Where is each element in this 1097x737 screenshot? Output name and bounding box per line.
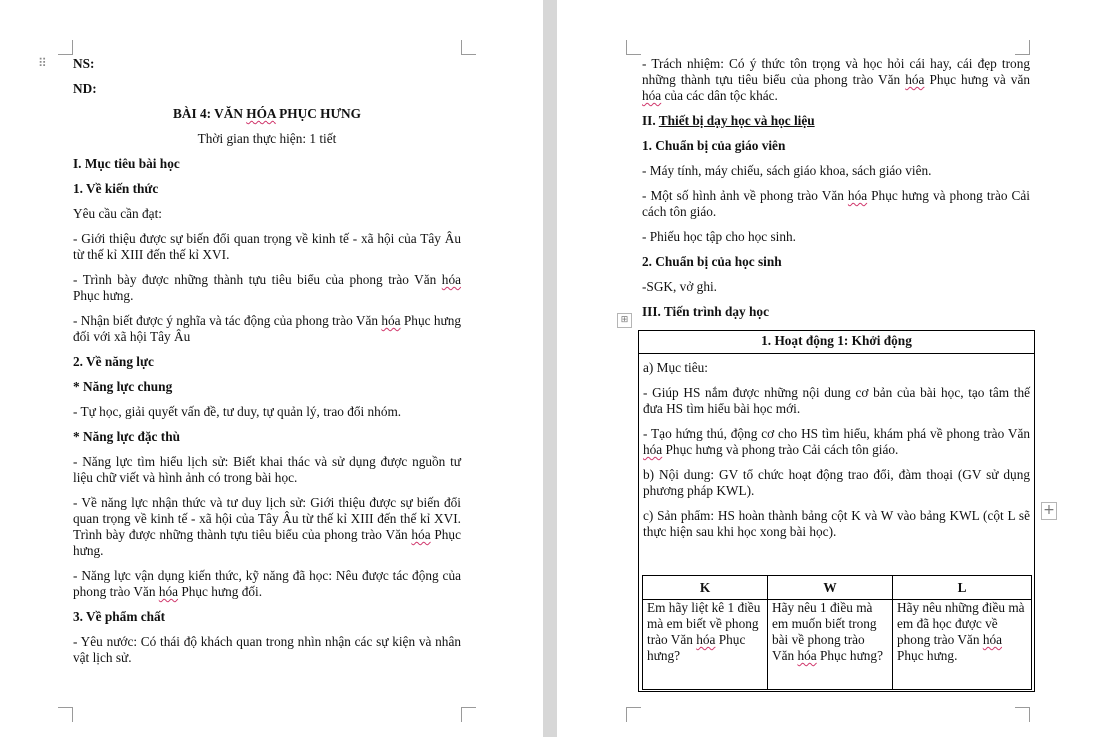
requirements-label[interactable]: Yêu cầu cần đạt: — [73, 206, 162, 221]
left-page-text — [73, 56, 461, 675]
activity-1-title[interactable]: 1. Hoạt động 1: Khởi động — [639, 331, 1034, 354]
section-objectives[interactable]: I. Mục tiêu bài học — [73, 156, 180, 171]
kwl-table — [642, 575, 1032, 690]
crop-mark-top-left — [58, 40, 73, 55]
ns-line[interactable]: NS: — [73, 56, 95, 71]
crop-mark-top-right — [1015, 40, 1030, 55]
kwl-header-w[interactable]: W — [768, 576, 893, 600]
heading-competence[interactable]: 2. Về năng lực — [73, 354, 154, 369]
crop-mark-top-left — [626, 40, 641, 55]
specific-competence-2[interactable]: - Về năng lực nhận thức và tư duy lịch sử: Giới thiệu được sự biến đổi quan trọng về kinh tế - xã hội của Tây Âu từ thế kỉ XIII đến thế kỉ XVI. Trình bày được những thành tựu tiêu biểu của phong trào Văn hóa Phục hưng. — [73, 495, 461, 558]
kwl-header-row — [643, 576, 1032, 600]
heading-general-competence[interactable]: * Năng lực chung — [73, 379, 173, 394]
kwl-cell-w[interactable]: Hãy nêu 1 điều mà em muốn biết trong bài về phong trào Văn hóa Phục hưng? — [768, 600, 893, 690]
heading-knowledge[interactable]: 1. Về kiến thức — [73, 181, 159, 196]
lesson-title[interactable]: BÀI 4: VĂN HÓA PHỤC HƯNG — [172, 106, 362, 121]
document-page-right — [557, 0, 1097, 737]
student-prep-1[interactable]: -SGK, vở ghi. — [642, 279, 717, 294]
teacher-prep-1[interactable]: - Máy tính, máy chiếu, sách giáo khoa, sách giáo viên. — [642, 163, 932, 178]
heading-student-prep[interactable]: 2. Chuẩn bị của học sinh — [642, 254, 782, 269]
crop-mark-top-right — [461, 40, 476, 55]
kwl-cell-k[interactable]: Em hãy liệt kê 1 điều mà em biết về phong trào Văn hóa Phục hưng? — [643, 600, 768, 690]
content-text[interactable]: b) Nội dung: GV tổ chức hoạt động trao đổi, đàm thoại (GV sử dụng phương pháp KWL). — [643, 467, 1030, 498]
general-competence-text[interactable]: - Tự học, giải quyết vấn đề, tư duy, tự quản lý, trao đổi nhóm. — [73, 404, 402, 419]
knowledge-item-1[interactable]: - Giới thiệu được sự biến đổi quan trọng về kinh tế - xã hội của Tây Âu từ thế kỉ XIII đến thế kỉ XVI. — [73, 231, 461, 262]
objective-2[interactable]: - Tạo hứng thú, động cơ cho HS tìm hiểu, khám phá về phong trào Văn hóa Phục hưng và phong trào Cải cách tôn giáo. — [643, 426, 1030, 457]
section-equipment[interactable]: II. Thiết bị dạy học và học liệu — [642, 113, 815, 128]
knowledge-item-3[interactable]: - Nhận biết được ý nghĩa và tác động của phong trào Văn hóa Phục hưng đối với xã hội Tây Âu — [73, 313, 461, 344]
kwl-body-row — [643, 600, 1032, 690]
heading-qualities[interactable]: 3. Về phẩm chất — [73, 609, 166, 624]
objective-1[interactable]: - Giúp HS nắm được những nội dung cơ bản của bài học, tạo tâm thế đưa HS tìm hiểu bài học mới. — [643, 385, 1030, 416]
duration-line[interactable]: Thời gian thực hiện: 1 tiết — [197, 131, 337, 146]
heading-teacher-prep[interactable]: 1. Chuẩn bị của giáo viên — [642, 138, 786, 153]
crop-mark-bottom-right — [1015, 707, 1030, 722]
objective-label[interactable]: a) Mục tiêu: — [643, 360, 708, 375]
quality-patriotism[interactable]: - Yêu nước: Có thái độ khách quan trong nhìn nhận các sự kiện và nhân vật lịch sử. — [73, 634, 461, 665]
product-text[interactable]: c) Sản phẩm: HS hoàn thành bảng cột K và W vào bảng KWL (cột L sẽ thực hiện sau khi học xong bài học). — [643, 508, 1030, 539]
knowledge-item-2[interactable]: - Trình bày được những thành tựu tiêu biểu của phong trào Văn hóa Phục hưng. — [73, 272, 461, 303]
page-gutter — [543, 0, 557, 737]
crop-mark-bottom-left — [58, 707, 73, 722]
heading-specific-competence[interactable]: * Năng lực đặc thù — [73, 429, 180, 444]
responsibility-item[interactable]: - Trách nhiệm: Có ý thức tôn trọng và học hỏi cái hay, cái đẹp trong những thành tựu tiêu biểu của phong trào Văn hóa Phục hưng và văn hóa của các dân tộc khác. — [642, 56, 1031, 103]
section-process[interactable]: III. Tiến trình dạy học — [642, 304, 769, 319]
crop-mark-bottom-right — [461, 707, 476, 722]
right-page-text — [642, 56, 1030, 329]
specific-competence-3[interactable]: - Năng lực vận dụng kiến thức, kỹ năng đã học: Nêu được tác động của phong trào Văn hóa Phục hưng đối. — [73, 568, 461, 599]
kwl-header-l[interactable]: L — [893, 576, 1032, 600]
teacher-prep-3[interactable]: - Phiếu học tập cho học sinh. — [642, 229, 796, 244]
paragraph-drag-handle-icon[interactable]: ⠿ — [38, 56, 47, 70]
document-page-left — [0, 0, 543, 737]
kwl-header-k[interactable]: K — [643, 576, 768, 600]
table-move-handle-icon[interactable]: ⊞ — [617, 313, 632, 328]
nd-line[interactable]: ND: — [73, 81, 97, 96]
teacher-prep-2[interactable]: - Một số hình ảnh về phong trào Văn hóa Phục hưng và phong trào Cải cách tôn giáo. — [642, 188, 1030, 219]
add-column-icon[interactable]: + — [1041, 502, 1057, 520]
crop-mark-bottom-left — [626, 707, 641, 722]
specific-competence-1[interactable]: - Năng lực tìm hiểu lịch sử: Biết khai thác và sử dụng được nguồn tư liệu chữ viết và hình ảnh có trong bài học. — [73, 454, 461, 485]
kwl-cell-l[interactable]: Hãy nêu những điều mà em đã học được về phong trào Văn hóa Phục hưng. — [893, 600, 1032, 690]
